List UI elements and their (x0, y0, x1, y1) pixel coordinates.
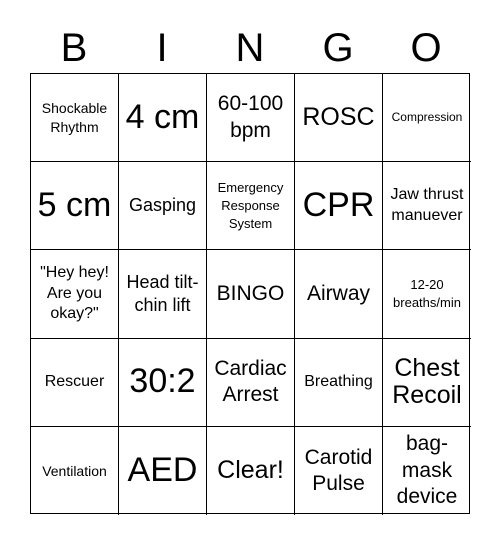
bingo-cell[interactable]: Chest Recoil (383, 339, 471, 427)
bingo-cell[interactable]: bag-mask device (396, 432, 458, 508)
bingo-cell[interactable]: Compression (383, 74, 471, 162)
header-letter-i: I (156, 26, 168, 70)
bingo-cell[interactable]: 60-100 bpm (207, 74, 295, 162)
bingo-board (30, 73, 470, 514)
bingo-cell[interactable]: Cardiac Arrest (207, 339, 295, 427)
bingo-cell[interactable]: Carotid Pulse (295, 427, 383, 515)
bingo-cell[interactable]: Breathing (295, 339, 383, 427)
bingo-cell[interactable]: Rescuer (31, 339, 119, 427)
header-letter-n: N (235, 26, 265, 70)
header-letter-g: G (322, 26, 354, 70)
bingo-cell[interactable]: Head tilt-chin lift (119, 250, 207, 338)
bingo-cell[interactable]: CPR (295, 162, 383, 250)
bingo-header (30, 20, 470, 76)
bingo-cell[interactable]: Airway (295, 250, 383, 338)
bingo-cell[interactable]: AED (119, 427, 207, 515)
header-letter-o: O (410, 26, 442, 70)
bingo-cell[interactable]: Gasping (119, 162, 207, 250)
bingo-free-cell[interactable]: BINGO (207, 250, 295, 338)
header-letter-b: B (60, 26, 88, 70)
bingo-cell[interactable]: Shockable Rhythm (31, 74, 119, 162)
bingo-cell[interactable]: Emergency Response System (207, 162, 295, 250)
bingo-cell[interactable]: 30:2 (119, 339, 207, 427)
bingo-cell[interactable]: "Hey hey! Are you okay?" (31, 250, 119, 338)
bingo-cell[interactable]: Jaw thrust manuever (383, 162, 471, 250)
bingo-cell[interactable]: Clear! (207, 427, 295, 515)
bingo-cell[interactable]: 12-20 breaths/min (383, 250, 471, 338)
bingo-cell[interactable]: 5 cm (31, 162, 119, 250)
bingo-cell[interactable]: 4 cm (119, 74, 207, 162)
bingo-cell[interactable]: Ventilation (31, 427, 119, 515)
bingo-cell[interactable]: ROSC (295, 74, 383, 162)
